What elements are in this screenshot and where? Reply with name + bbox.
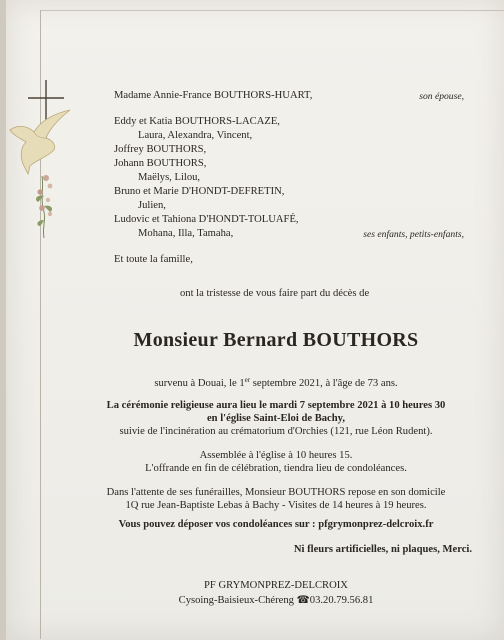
gathering-line-1: Assemblée à l'église à 10 heures 15. bbox=[199, 450, 353, 461]
gathering-line-2: L'offrande en fin de célébration, tiendra lieu de condoléances. bbox=[145, 463, 407, 474]
family-couple-4: Bruno et Marie D'HONDT-DEFRETIN, bbox=[114, 186, 285, 197]
deceased-surname: BOUTHORS bbox=[302, 329, 419, 351]
grandchildren-5: Mohana, Illa, Tamaha, bbox=[138, 228, 234, 239]
death-date-sup: er bbox=[244, 376, 251, 384]
grandchildren-1: Laura, Alexandra, Vincent, bbox=[138, 130, 253, 141]
grandchildren-3: Maëlys, Lilou, bbox=[138, 172, 201, 183]
family-child-2: Joffrey BOUTHORS, bbox=[114, 144, 207, 155]
dove-flower-illustration-icon bbox=[6, 108, 76, 240]
death-date-prefix: survenu à Douai, le 1 bbox=[154, 378, 245, 389]
deceased-first-name: Monsieur Bernard bbox=[133, 329, 298, 351]
death-date-suffix: septembre 2021, à l'âge de 73 ans. bbox=[250, 378, 398, 389]
condolences-line: Vous pouvez déposer vos condoléances sur : pfgrymonprez-delcroix.fr bbox=[118, 519, 434, 530]
family-rest: Et toute la famille, bbox=[114, 254, 193, 265]
family-child-3: Johann BOUTHORS, bbox=[114, 158, 207, 169]
rest-place-line-1: Dans l'attente de ses funérailles, Monsieur BOUTHORS repose en son domicile bbox=[106, 487, 446, 498]
ceremony-line-1: La cérémonie religieuse aura lieu le mardi 7 septembre 2021 à 10 heures 30 bbox=[106, 400, 446, 411]
death-info bbox=[66, 377, 486, 390]
deceased-name bbox=[66, 330, 486, 350]
family-couple-5: Ludovic et Tahiona D'HONDT-TOLUAFÉ, bbox=[114, 214, 299, 225]
family-couple-1: Eddy et Katia BOUTHORS-LACAZE, bbox=[114, 116, 280, 127]
children-role: ses enfants, petits-enfants, bbox=[363, 229, 464, 240]
funeral-home-name: PF GRYMONPREZ-DELCROIX bbox=[204, 580, 348, 591]
rest-place-line-2: 1Q rue Jean-Baptiste Lebas à Bachy - Visites de 14 heures à 19 heures. bbox=[125, 500, 427, 511]
grandchildren-4: Julien, bbox=[138, 200, 166, 211]
no-flowers-note: Ni fleurs artificielles, ni plaques, Merci. bbox=[293, 544, 472, 555]
ceremony-line-2: en l'église Saint-Eloi de Bachy, bbox=[206, 413, 346, 424]
spouse-role: son épouse, bbox=[419, 91, 464, 102]
announcement: ont la tristesse de vous faire part du décès de bbox=[180, 288, 370, 299]
spouse-name: Madame Annie-France BOUTHORS-HUART, bbox=[114, 90, 313, 101]
funeral-home-contact: Cysoing-Baisieux-Chéreng ☎03.20.79.56.81 bbox=[178, 595, 374, 606]
ceremony-line-3: suivie de l'incinération au crématorium d'Orchies (121, rue Léon Rudent). bbox=[119, 426, 433, 437]
obituary-sheet bbox=[6, 0, 504, 640]
